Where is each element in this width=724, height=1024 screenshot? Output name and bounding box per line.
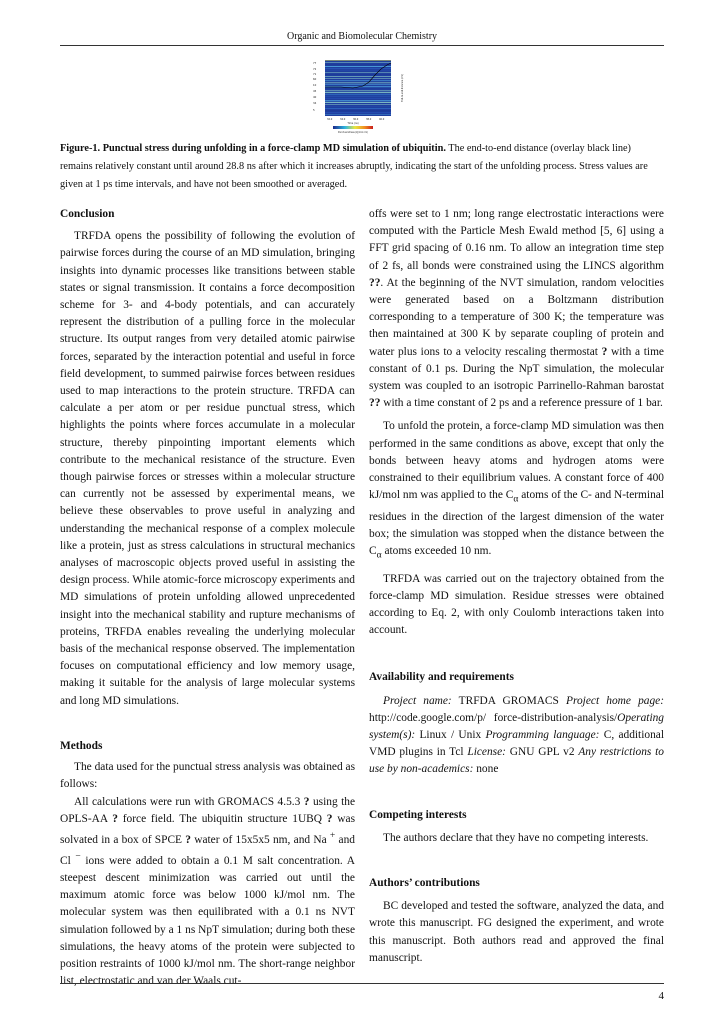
contributions-heading: Authors’ contributions: [369, 877, 480, 890]
heatmap-stripe: [325, 102, 391, 103]
heatmap-stripe: [325, 96, 391, 97]
y-tick-label: 72: [313, 68, 317, 71]
methods-paragraph-1: The data used for the punctual stress analysis was obtained as follows:: [60, 761, 355, 791]
heatmap-stripe: [325, 114, 391, 115]
caption-label: Figure-1. Punctual stress during unfolding in a force-clamp MD simulation of ubiquitin.: [60, 143, 446, 154]
heatmap-stripe: [325, 78, 391, 79]
y-tick-label: 77: [313, 62, 317, 65]
heatmap-stripe: [325, 92, 391, 93]
y-tick-labels: [313, 61, 317, 112]
x-tick-label: 32.0: [327, 118, 333, 121]
x-tick-labels: [327, 118, 385, 121]
availability-heading: Availability and requirements: [369, 671, 514, 684]
heatmap-stripe: [325, 72, 391, 73]
conclusion-heading: Conclusion: [60, 208, 115, 220]
heatmap-stripe: [325, 76, 391, 77]
stress-heatmap-figure: [311, 57, 411, 135]
y-tick-label: 45: [313, 90, 317, 93]
competing-interests-text: The authors declare that they have no competing interests.: [383, 831, 649, 844]
y-tick-label: 71: [313, 73, 317, 76]
availability-paragraph: Project name: TRFDA GROMACS Project home page: http://code.google.com/p/ force-distribution-analysis/Operating system(s): Linux / Unix Programming language: C, additional VMD plugins in Tcl License: GNU GPL v2 Any restrictions to use by non-academics: none: [369, 694, 664, 776]
color-bar: [333, 126, 373, 129]
heatmap-stripe: [325, 88, 391, 89]
heatmap-stripe: [325, 62, 391, 63]
right-column: [369, 206, 664, 967]
right-axis-label: End-to-end distance (nm): [401, 74, 404, 102]
page-number: 4: [658, 990, 664, 1002]
heatmap-stripe: [325, 80, 391, 81]
heatmap-stripe: [325, 74, 391, 75]
methods-continued-paragraph-3: TRFDA was carried out on the trajectory obtained from the force-clamp MD simulation. Residue stresses were obtained according to Eq. 2, with only Coulomb interactions taken into account.: [369, 572, 664, 637]
heatmap-stripe: [325, 108, 391, 109]
y-tick-label: 10: [313, 84, 317, 87]
heatmap-stripe: [325, 84, 391, 85]
contributions-text: BC developed and tested the software, analyzed the data, and wrote this manuscript. FG designed the experiment, and wrote this manuscript. Both authors read and approved the final manuscript.: [369, 900, 664, 964]
heatmap-stripe: [325, 100, 391, 101]
heatmap-stripe: [325, 112, 391, 113]
methods-continued-paragraph-1: offs were set to 1 nm; long range electrostatic interactions were computed with the Particle Mesh Ewald method [5, 6] using a FFT grid spacing of 0.16 nm. To allow an integration time step of 2 fs, all bonds were constrained using the LINCS algorithm ??. At the beginning of the NVT simulation, random velocities were generated based on a Boltzmann distribution corresponding to a temperature of 300 K; the temperature was then maintained at 300 K by separate coupling of protein and water plus ions to a velocity rescaling thermostat ? with a time constant of 0.1 ps. During the NpT simulation, the molecular system was coupled to an isotropic Parrinello-Rahman barostat ?? with a time constant of 2 ps and a reference pressure of 1 bar.: [369, 208, 664, 410]
color-bar-label: Punctual stress (kJ/mol nm): [338, 131, 368, 134]
left-column: [60, 206, 355, 990]
caption-text: The end-to-end distance (overlay black line) remains relatively constant until around 28.8 ns after which it increases abruptly, indicating the start of the unfolding process. Stress values are given at 1 ps time intervals, and have not been smoothed or averaged.: [60, 143, 648, 190]
heatmap-stripe: [325, 106, 391, 107]
heatmap-stripe: [325, 82, 391, 83]
methods-heading: Methods: [60, 739, 103, 752]
heatmap-stripe: [325, 70, 391, 71]
heatmap-stripe: [325, 66, 391, 67]
x-tick-label: 40.0: [379, 118, 385, 121]
x-tick-label: 38.0: [366, 118, 372, 121]
x-tick-label: 36.0: [353, 118, 359, 121]
header-rule: [60, 45, 664, 46]
x-tick-label: 34.0: [340, 118, 346, 121]
conclusion-paragraph: TRFDA opens the possibility of following the evolution of pairwise forces during the course of an MD simulation, bringing insights into dynamic processes like transitions between stable states or signal transmission. It contains a force decomposition scheme for 3- and 4-body potentials, and can accurately represent the distribution of a pulling force in the molecular structure. Its output ranges from very detailed atomic pairwise forces, separated by the interaction potential and useful in force field development, to summed pairwise forces between residues used to map interactions to the protein structure. TRFDA can calculate a per atom or per residue punctual stress, which highlights the points where forces accumulate in a molecular structure, thereby pinpointing important elements which contribute to the mechanical resistance of the structure. Even though pairwise forces or stresses within a molecular structure can currently not be assessed by experimental means, we believe these observables to prove useful in analyzing and understanding the mechanical response of a complex molecule like a protein, just as stress calculations in structural mechanics analyses of macroscopic objects proved useful in assisting the design process. While atomic-force microscopy experiments and MD simulations of protein unfolding allowed unprecedented insight into the mechanical stability and rupture mechanisms of proteins, TRFDA enables revealing the underlying molecular basis of the mechanical response observed. The implementation focuses on computational efficiency and low memory usage, making it suitable for the analysis of large molecular systems and long MD simulations.: [60, 230, 355, 707]
figure-caption: [60, 140, 664, 194]
heatmap-stripe: [325, 98, 391, 99]
heatmap-stripe: [325, 110, 391, 111]
heatmap-stripe: [325, 104, 391, 105]
heatmap-svg: [311, 57, 411, 135]
heatmap-stripe: [325, 90, 391, 91]
y-tick-label: 40: [313, 96, 317, 99]
y-tick-label: 34: [313, 102, 317, 105]
y-tick-label: 60: [313, 78, 317, 81]
methods-continued-paragraph-2: To unfold the protein, a force-clamp MD simulation was then performed in the same conditions as above, except that only the bonds between heavy atoms and hydrogen atoms were constrained to their equilibrium values. A constant force of 400 kJ/mol nm was applied to the $C_\alpha$ atoms of the C- and N-terminal residues in the direction of the largest dimension of the water box; the simulation was stopped when the distance between the $C_\alpha$ atoms exceeded 10 nm.: [369, 420, 664, 561]
footer-rule: [60, 983, 664, 984]
y-tick-label: 5: [313, 109, 315, 112]
competing-interests-heading: Competing interests: [369, 808, 467, 821]
x-axis-label: Time (ns): [347, 122, 359, 125]
heatmap-stripe: [325, 94, 391, 95]
heatmap-stripe: [325, 64, 391, 65]
running-header: Organic and Biomolecular Chemistry: [286, 31, 438, 42]
heatmap-stripe: [325, 60, 391, 61]
methods-paragraph-2: All calculations were run with GROMACS 4.5.3 ? using the OPLS-AA ? force field. The ubiquitin structure 1UBQ ? was solvated in a box of SPCE ? water of 15x5x5 nm, and Na + and Cl − ions were added to obtain a 0.1 M salt concentration. A steepest descent minimization was carried out until the maximum atomic force was below 1000 kJ/mol nm. The molecular system was then equilibrated with a 0.1 ns NVT simulation followed by a 1 ns NpT simulation; during both these simulations, the heavy atoms of the protein were subjected to position restraints of 1000 kJ/mol nm. The short-range neighbor list, electrostatic and van der Waals cut-: [60, 795, 355, 988]
